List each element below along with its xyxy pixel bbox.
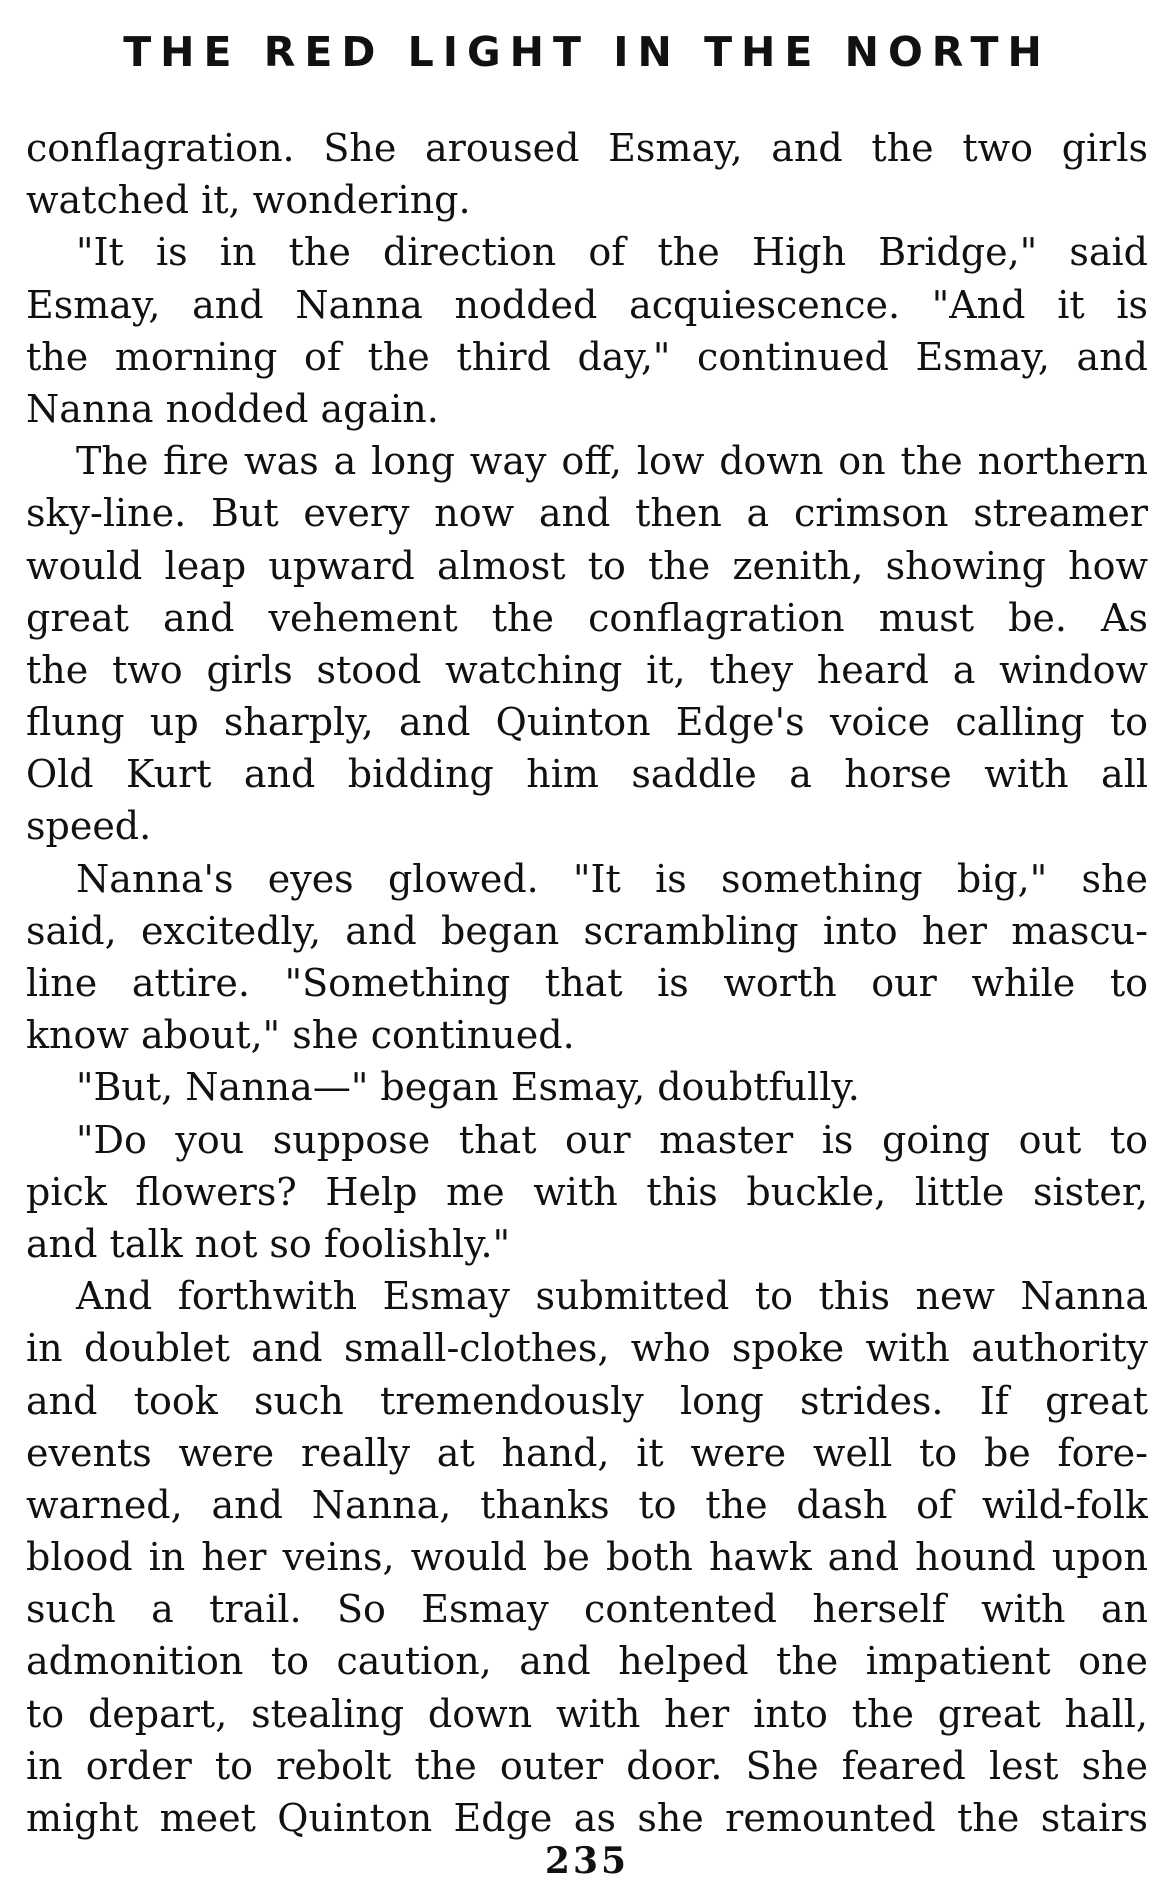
text-line: the morning of the third day," continued Esmay, and: [26, 334, 1148, 379]
text-line: the two girls stood watching it, they heard a window: [26, 647, 1148, 692]
running-head: THE RED LIGHT IN THE NORTH: [123, 28, 1051, 76]
text-line: blood in her veins, would be both hawk and hound upon: [26, 1535, 1148, 1580]
text-line: in order to rebolt the outer door. She feared lest she: [26, 1743, 1148, 1788]
text-line: events were really at hand, it were well to be fore-: [26, 1430, 1148, 1475]
text-line: speed.: [26, 804, 152, 849]
text-line: "It is in the direction of the High Bridge," said: [76, 230, 1148, 275]
text-line: in doublet and small-clothes, who spoke with authority: [26, 1326, 1148, 1371]
text-line: such a trail. So Esmay contented herself with an: [26, 1587, 1148, 1632]
text-line: Esmay, and Nanna nodded acquiescence. "And it is: [26, 282, 1148, 327]
text-line: And forthwith Esmay submitted to this new Nanna: [76, 1274, 1148, 1319]
text-line: pick flowers? Help me with this buckle, little sister,: [26, 1169, 1148, 1214]
text-line: watched it, wondering.: [26, 178, 471, 223]
text-line: Nanna nodded again.: [26, 386, 439, 431]
text-line: "But, Nanna—" began Esmay, doubtfully.: [76, 1065, 860, 1110]
text-line: great and vehement the conflagration must be. As: [26, 595, 1148, 640]
text-line: The fire was a long way off, low down on the northern: [76, 439, 1148, 484]
text-line: admonition to caution, and helped the impatient one: [26, 1639, 1148, 1684]
text-line: Old Kurt and bidding him saddle a horse with all: [26, 752, 1148, 797]
text-line: might meet Quinton Edge as she remounted the stairs: [26, 1796, 1148, 1840]
text-line: would leap upward almost to the zenith, showing how: [26, 543, 1148, 588]
text-line: to depart, stealing down with her into the great hall,: [26, 1691, 1148, 1736]
text-line: conflagration. She aroused Esmay, and the two girls: [26, 126, 1148, 170]
text-line: said, excitedly, and began scrambling into her mascu-: [26, 908, 1148, 953]
body-text: [26, 122, 1148, 1844]
text-line: flung up sharply, and Quinton Edge's voice calling to: [26, 700, 1148, 745]
text-line: "Do you suppose that our master is going out to: [76, 1117, 1148, 1162]
page-number: 235: [544, 1840, 630, 1882]
text-line: and took such tremendously long strides. If great: [26, 1378, 1148, 1423]
text-line: sky-line. But every now and then a crimson streamer: [26, 491, 1148, 536]
text-line: line attire. "Something that is worth our while to: [26, 961, 1148, 1005]
text-line: Nanna's eyes glowed. "It is something big," she: [76, 856, 1148, 901]
text-line: know about," she continued.: [26, 1013, 575, 1058]
text-line: warned, and Nanna, thanks to the dash of wild-folk: [26, 1482, 1148, 1527]
text-line: and talk not so foolishly.": [26, 1221, 511, 1266]
